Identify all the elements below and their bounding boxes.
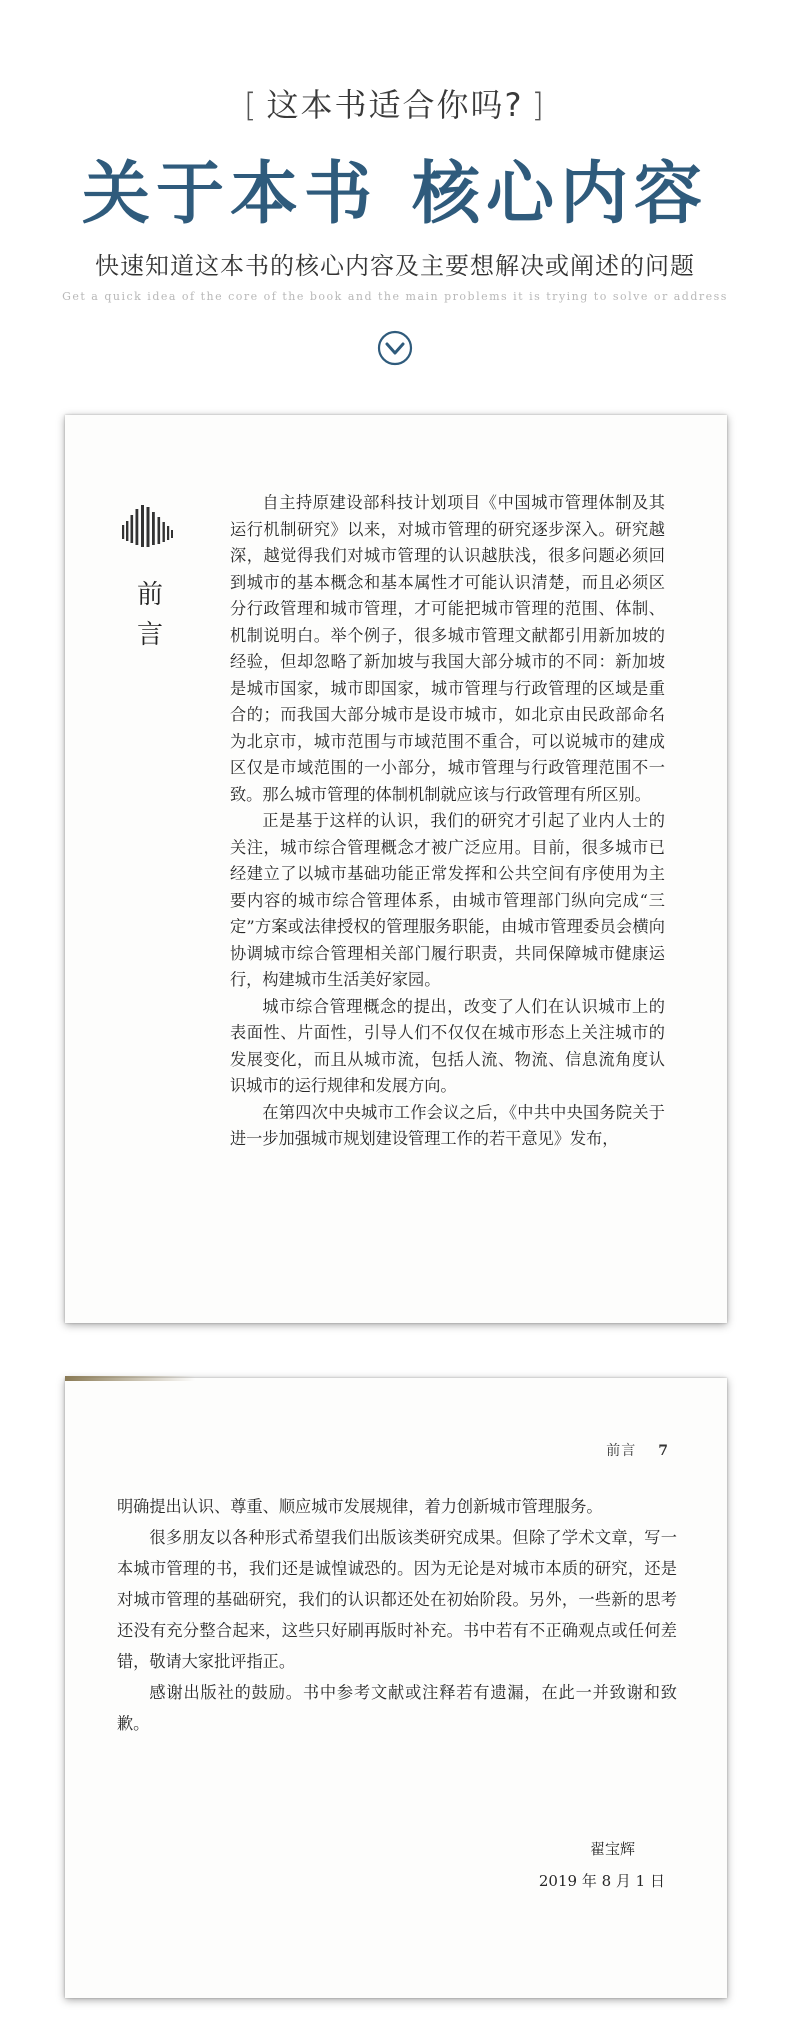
preface-body-page-2 [117, 1491, 677, 1739]
main-title [0, 140, 790, 237]
page-number: 7 [658, 1443, 669, 1459]
paragraph: 很多朋友以各种形式希望我们出版该类研究成果。但除了学术文章，写一本城市管理的书，我们还是诚惶诚恐的。因为无论是对城市本质的研究，还是对城市管理的基础研究，我们的认识都还处在初始阶段。另外，一些新的思考还没有充分整合起来，这些只好刷再版时补充。书中若有不正确观点或任何差错，敬请大家批评指正。 [117, 1528, 677, 1671]
book-page-2 [65, 1378, 727, 1998]
chevron-down-circle-icon[interactable] [377, 330, 413, 366]
header [0, 0, 790, 400]
signature-block [539, 1833, 665, 1897]
preface-body-page-1 [230, 490, 665, 1153]
running-head-title: 前言 [606, 1443, 637, 1459]
paragraph: 在第四次中央城市工作会议之后，《中共中央国务院关于进一步加强城市规划建设管理工作的若干意见》发布， [230, 1102, 665, 1148]
question-line [0, 80, 790, 126]
title-part-1: 关于本书 [81, 154, 378, 234]
book-page-1 [65, 415, 727, 1323]
title-part-2: 核心内容 [412, 154, 709, 234]
paragraph: 正是基于这样的认识，我们的研究才引起了业内人士的关注，城市综合管理概念才被广泛应用。目前，很多城市已经建立了以城市基础功能正常发挥和公共空间有序使用为主要内容的城市综合管理体系，由城市管理部门纵向完成“三定”方案或法律授权的管理服务职能，由城市管理委员会横向协调城市综合管理相关部门履行职责，共同保障城市健康运行，构建城市生活美好家园。 [230, 811, 665, 989]
preface-char: 前 [136, 580, 163, 610]
bracket-close: ] [531, 86, 546, 124]
author-name: 翟宝辉 [589, 1840, 635, 1858]
paragraph: 城市综合管理概念的提出，改变了人们在认识城市上的表面性、片面性，引导人们不仅仅在城市形态上关注城市的发展变化，而且从城市流，包括人流、物流、信息流角度认识城市的运行规律和发展方向。 [230, 996, 665, 1095]
subtitle-english: Get a quick idea of the core of the book and the main problems it is trying to solve or address [62, 290, 728, 303]
bracket-open: [ [244, 86, 259, 124]
paragraph: 感谢出版社的鼓励。书中参考文献或注释若有遗漏，在此一并致谢和致歉。 [117, 1683, 677, 1733]
preface-char: 言 [136, 620, 163, 650]
sign-date: 2019 年 8 月 1 日 [538, 1872, 665, 1890]
paragraph: 明确提出认识、尊重、顺应城市发展规律，着力创新城市管理服务。 [117, 1497, 603, 1516]
preface-title-vertical [135, 575, 165, 655]
subtitle: 快速知道这本书的核心内容及主要想解决或阐述的问题 [95, 252, 695, 280]
building-stripes-icon [120, 503, 176, 547]
question-text: 这本书适合你吗? [266, 86, 524, 124]
paragraph: 自主持原建设部科技计划项目《中国城市管理体制及其运行机制研究》以来，对城市管理的研究逐步深入。研究越深，越觉得我们对城市管理的认识越肤浅，很多问题必须回到城市的基本概念和基本属性才可能认识清楚，而且必须区分行政管理和城市管理，才可能把城市管理的范围、体制、机制说明白。举个例子，很多城市管理文献都引用新加坡的经验，但却忽略了新加坡与我国大部分城市的不同：新加坡是城市国家，城市即国家，城市管理与行政管理的区域是重合的；而我国大部分城市是设市城市，如北京由民政部命名为北京市，城市范围与市域范围不重合，可以说城市的建成区仅是市域范围的一小部分，城市管理与行政管理范围不一致。那么城市管理的体制机制就应该与行政管理有所区别。 [230, 493, 665, 804]
running-head [606, 1440, 669, 1460]
